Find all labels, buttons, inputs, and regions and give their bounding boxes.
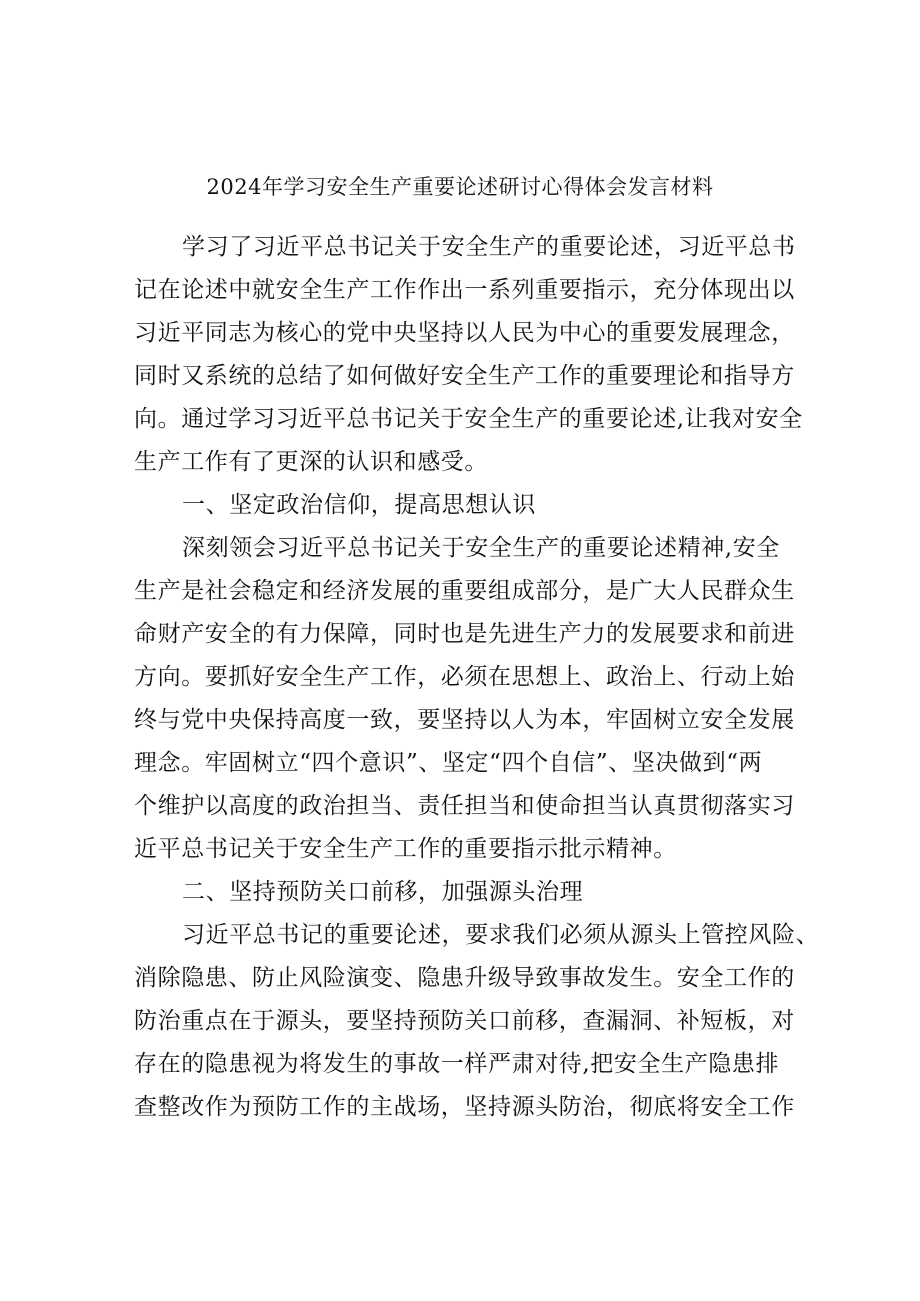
paragraph-line: 终与党中央保持高度一致，要坚持以人为本，牢固树立安全发展 xyxy=(134,707,795,733)
paragraph-line: 学习了习近平总书记关于安全生产的重要论述，习近平总书 xyxy=(182,234,796,260)
paragraph-line: 习近平同志为核心的党中央坚持以人民为中心的重要发展理念， xyxy=(134,320,795,346)
document-title: 2024年学习安全生产重要论述研讨心得体会发言材料 xyxy=(206,175,714,199)
paragraph-line: 个维护以高度的政治担当、责任担当和使命担当认真贯彻落实习 xyxy=(134,793,795,819)
paragraph-line: 向。通过学习习近平总书记关于安全生产的重要论述,让我对安全 xyxy=(134,406,803,432)
section-heading: 一、坚定政治信仰，提高思想认识 xyxy=(182,492,536,518)
paragraph-line: 命财产安全的有力保障，同时也是先进生产力的发展要求和前进 xyxy=(134,621,795,647)
paragraph-line: 同时又系统的总结了如何做好安全生产工作的重要理论和指导方 xyxy=(134,363,795,389)
paragraph-line: 存在的隐患视为将发生的事故一样严肃对待,把安全生产隐患排 xyxy=(134,1051,780,1077)
paragraph-line: 近平总书记关于安全生产工作的重要指示批示精神。 xyxy=(134,836,677,862)
paragraph-line: 消除隐患、防止风险演变、隐患升级导致事故发生。安全工作的 xyxy=(134,965,795,991)
section-heading: 二、坚持预防关口前移，加强源头治理 xyxy=(182,879,584,905)
paragraph-line: 深刻领会习近平总书记关于安全生产的重要论述精神,安全 xyxy=(182,535,780,561)
paragraph-line: 防治重点在于源头，要坚持预防关口前移，查漏洞、补短板，对 xyxy=(134,1008,795,1034)
paragraph-line: 生产工作有了更深的认识和感受。 xyxy=(134,449,488,475)
paragraph-line: 查整改作为预防工作的主战场，坚持源头防治，彻底将安全工作 xyxy=(134,1094,795,1120)
paragraph-line: 记在论述中就安全生产工作作出一系列重要指示，充分体现出以 xyxy=(134,277,795,303)
paragraph-line: 生产是社会稳定和经济发展的重要组成部分，是广大人民群众生 xyxy=(134,578,795,604)
paragraph-line: 习近平总书记的重要论述，要求我们必须从源头上管控风险、 xyxy=(182,922,820,948)
paragraph-line: 方向。要抓好安全生产工作，必须在思想上、政治上、行动上始 xyxy=(134,664,795,690)
paragraph-line: 理念。牢固树立“四个意识”、坚定“四个自信”、坚决做到“两 xyxy=(134,750,763,776)
